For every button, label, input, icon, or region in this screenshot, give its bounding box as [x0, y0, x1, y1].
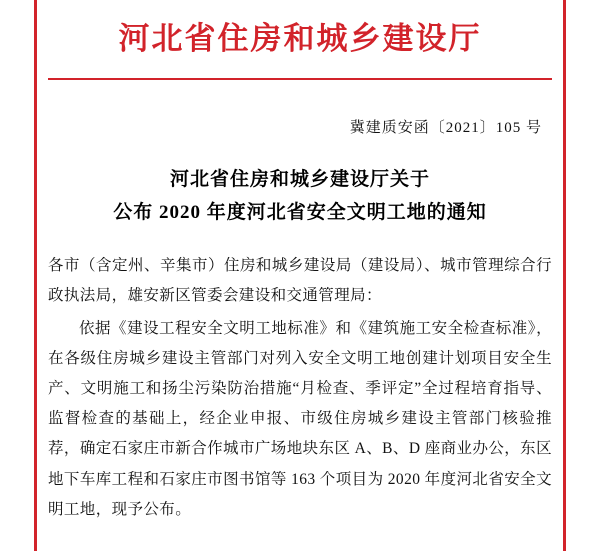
document-title — [48, 163, 552, 230]
document-title-line-2: 公布 2020 年度河北省安全文明工地的通知 — [113, 201, 487, 223]
issuing-organization: 河北省住房和城乡建设厅 — [118, 21, 482, 57]
document-content — [48, 0, 552, 551]
left-red-rule — [34, 0, 37, 551]
body-paragraph-salutation: 各市（含定州、辛集市）住房和城乡建设局（建设局）、城市管理综合行政执法局，雄安新区管委会建设和交通管理局： — [48, 257, 552, 305]
letterhead — [48, 0, 552, 80]
right-red-rule — [563, 0, 566, 551]
body-paragraph-main: 依据《建设工程安全文明工地标准》和《建筑施工安全检查标准》，在各级住房城乡建设主管部门对列入安全文明工地创建计划项目安全生产、文明施工和扬尘污染防治措施“月检查、季评定”全过程培育指导、监督检查的基础上，经企业申报、市级住房城乡建设主管部门核验推荐，确定石家庄市新合作城市广场地块东区 A、B、D 座商业办公，东区地下车库工程和石家庄市图书馆等 163 个项目为 2020 年度河北省安全文明工地，现予公布。 — [48, 319, 552, 518]
document-title-line-1: 河北省住房和城乡建设厅关于 — [169, 168, 430, 190]
letterhead-divider — [48, 78, 552, 80]
document-body — [48, 251, 552, 525]
document-number: 冀建质安函〔2021〕105 号 — [349, 119, 542, 136]
